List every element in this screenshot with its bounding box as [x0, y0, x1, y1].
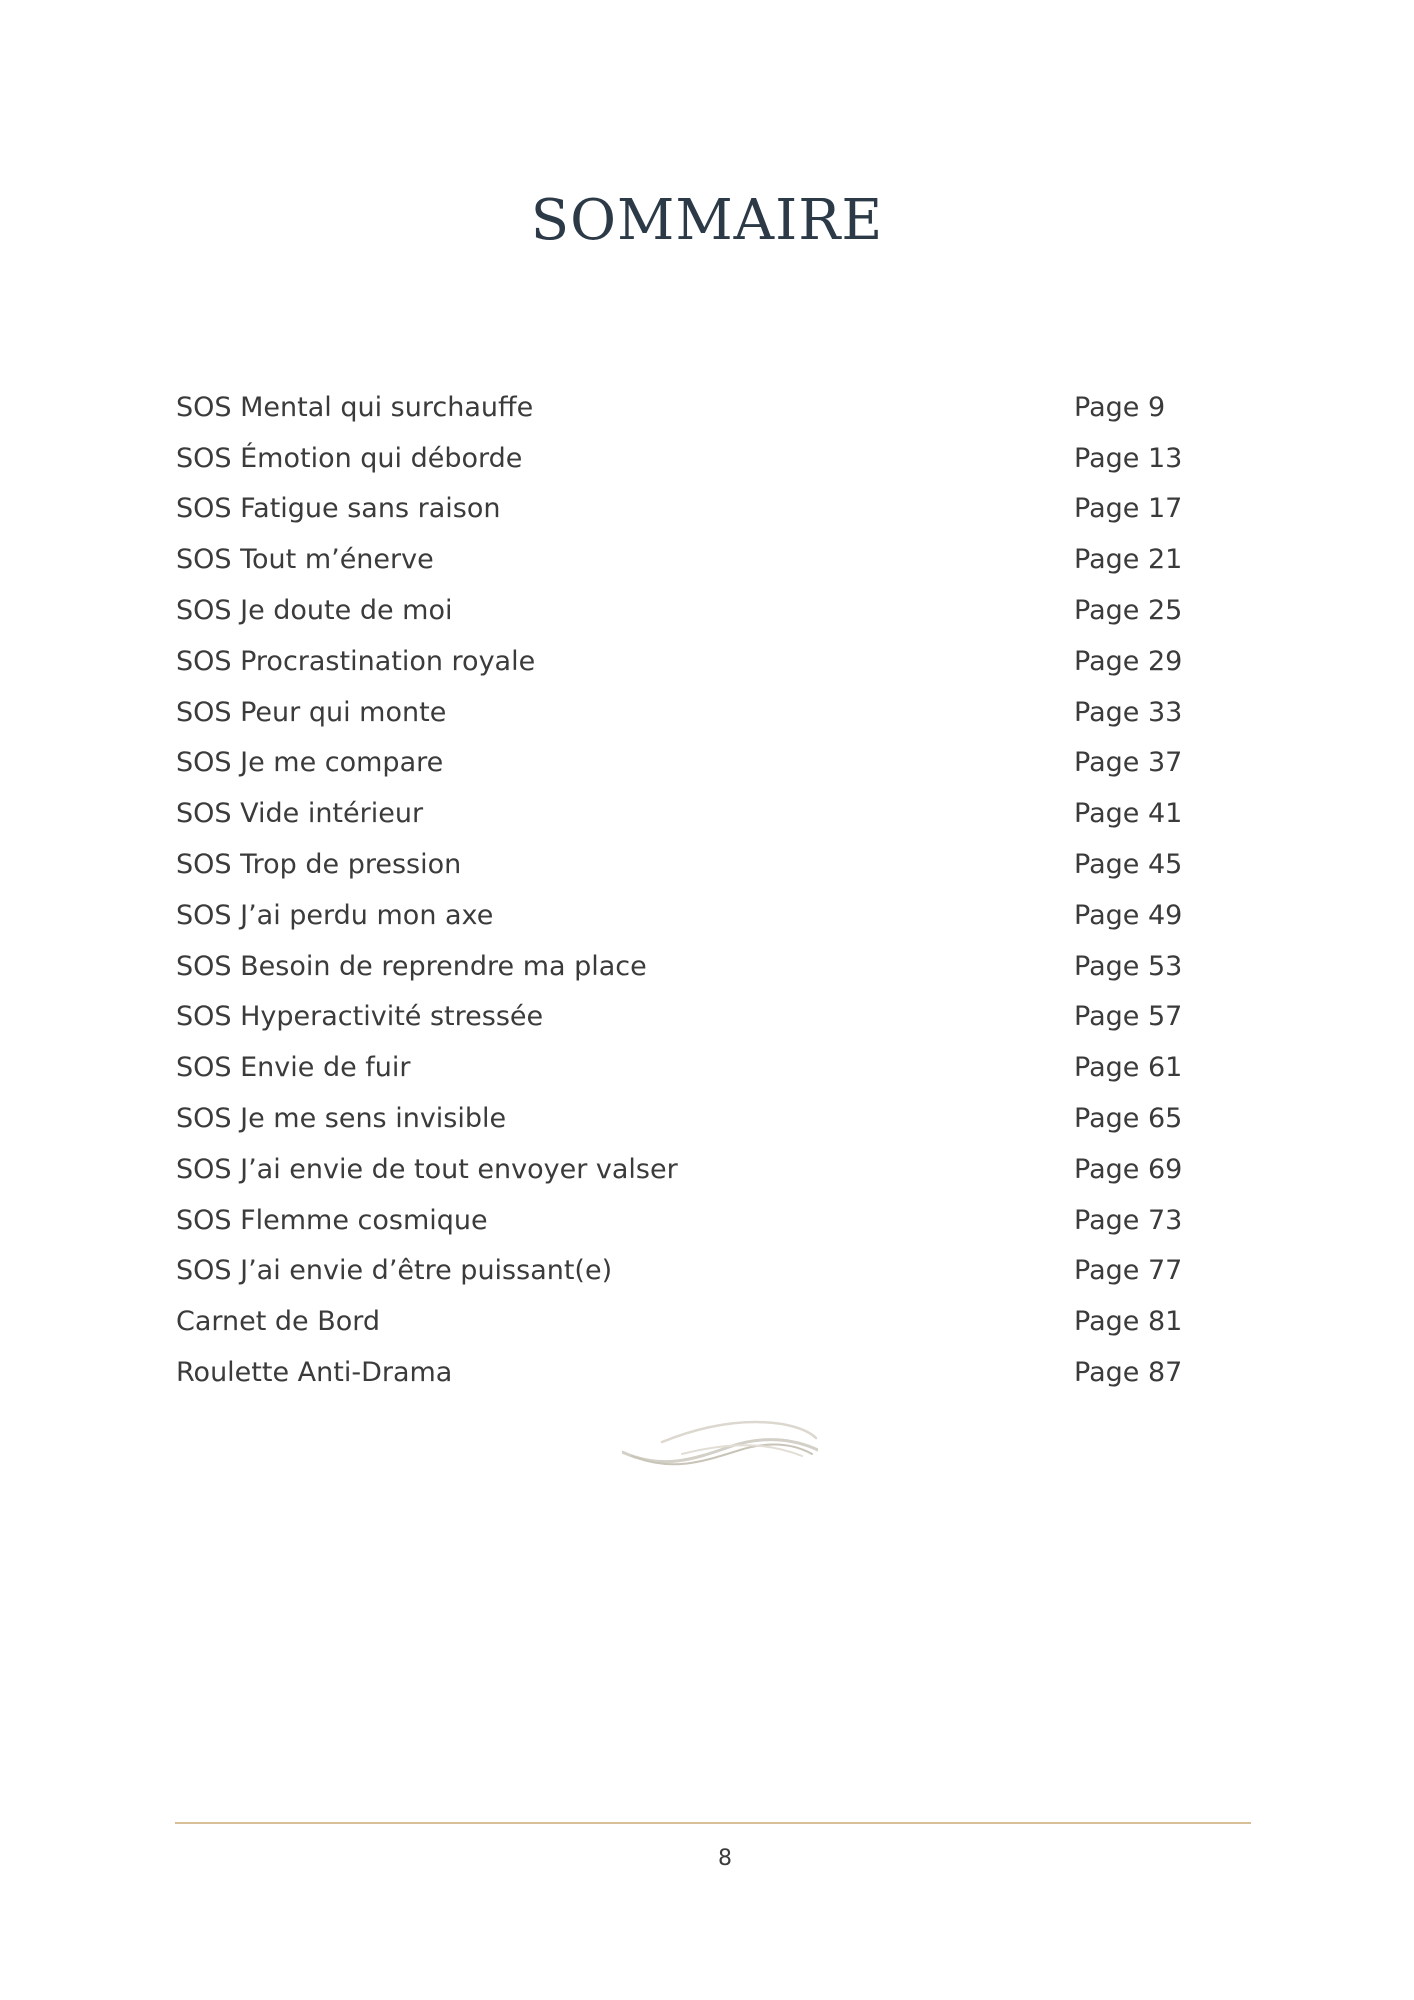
toc-entry [176, 1144, 1196, 1195]
toc-entry-page: Page 37 [1074, 747, 1183, 779]
toc-entry-page: Page 87 [1074, 1357, 1183, 1389]
toc-entry [176, 1246, 1196, 1297]
toc-entry-page: Page 33 [1074, 696, 1183, 728]
toc-entry-page: Page 73 [1074, 1204, 1183, 1236]
toc-entry-title: SOS Peur qui monte [176, 696, 447, 728]
toc-entry [176, 484, 1196, 535]
toc-entry-title: SOS Flemme cosmique [176, 1204, 488, 1236]
toc-entry [176, 687, 1196, 738]
toc-entry-page: Page 41 [1074, 798, 1183, 830]
toc-entry-page: Page 13 [1074, 442, 1183, 474]
toc-entry [176, 1093, 1196, 1144]
toc-entry-page: Page 77 [1074, 1255, 1183, 1287]
toc-entry-page: Page 69 [1074, 1153, 1183, 1185]
toc-entry-title: SOS Fatigue sans raison [176, 493, 501, 525]
toc-entry [176, 890, 1196, 941]
toc-entry [176, 636, 1196, 687]
toc-entry-title: SOS Vide intérieur [176, 798, 424, 830]
toc-entry [176, 1347, 1196, 1398]
toc-entry-page: Page 49 [1074, 899, 1183, 931]
toc-entry-title: SOS Je doute de moi [176, 595, 453, 627]
toc-entry-title: SOS Procrastination royale [176, 645, 536, 677]
toc-entry-title: SOS Besoin de reprendre ma place [176, 950, 647, 982]
toc-entry-page: Page 17 [1074, 493, 1183, 525]
toc-entry-page: Page 21 [1074, 544, 1183, 576]
toc-entry-title: SOS Envie de fuir [176, 1052, 411, 1084]
toc-entry-title: SOS Trop de pression [176, 849, 462, 881]
toc-entry-title: Carnet de Bord [176, 1306, 381, 1338]
toc-entry-page: Page 61 [1074, 1052, 1183, 1084]
table-of-contents [176, 382, 1196, 1398]
toc-entry-title: Roulette Anti-Drama [176, 1357, 453, 1389]
toc-entry-page: Page 57 [1074, 1001, 1183, 1033]
toc-entry-title: SOS Mental qui surchauffe [176, 391, 534, 423]
toc-entry-page: Page 29 [1074, 645, 1183, 677]
toc-entry [176, 1296, 1196, 1347]
toc-entry [176, 738, 1196, 789]
toc-entry-title: SOS Je me compare [176, 747, 444, 779]
toc-entry-title: SOS Hyperactivité stressée [176, 1001, 544, 1033]
page-number: 8 [718, 1846, 732, 1871]
toc-entry-page: Page 45 [1074, 849, 1183, 881]
toc-entry-page: Page 65 [1074, 1103, 1183, 1135]
toc-entry [176, 585, 1196, 636]
wave-ornament-icon [622, 1416, 818, 1472]
toc-entry [176, 788, 1196, 839]
toc-entry-title: SOS Émotion qui déborde [176, 442, 523, 474]
toc-entry-page: Page 25 [1074, 595, 1183, 627]
toc-entry [176, 1195, 1196, 1246]
page-title: SOMMAIRE [530, 188, 884, 253]
toc-entry [176, 382, 1196, 433]
toc-entry [176, 992, 1196, 1043]
toc-entry [176, 1042, 1196, 1093]
toc-entry-page: Page 53 [1074, 950, 1183, 982]
toc-entry-title: SOS Tout m’énerve [176, 544, 434, 576]
toc-entry-title: SOS J’ai perdu mon axe [176, 899, 494, 931]
toc-entry-page: Page 9 [1074, 391, 1166, 423]
toc-entry [176, 534, 1196, 585]
toc-entry-title: SOS Je me sens invisible [176, 1103, 507, 1135]
toc-entry-title: SOS J’ai envie de tout envoyer valser [176, 1153, 678, 1185]
toc-entry [176, 941, 1196, 992]
toc-entry-page: Page 81 [1074, 1306, 1183, 1338]
toc-entry [176, 433, 1196, 484]
toc-entry [176, 839, 1196, 890]
footer-divider [175, 1822, 1251, 1824]
toc-entry-title: SOS J’ai envie d’être puissant(e) [176, 1255, 613, 1287]
